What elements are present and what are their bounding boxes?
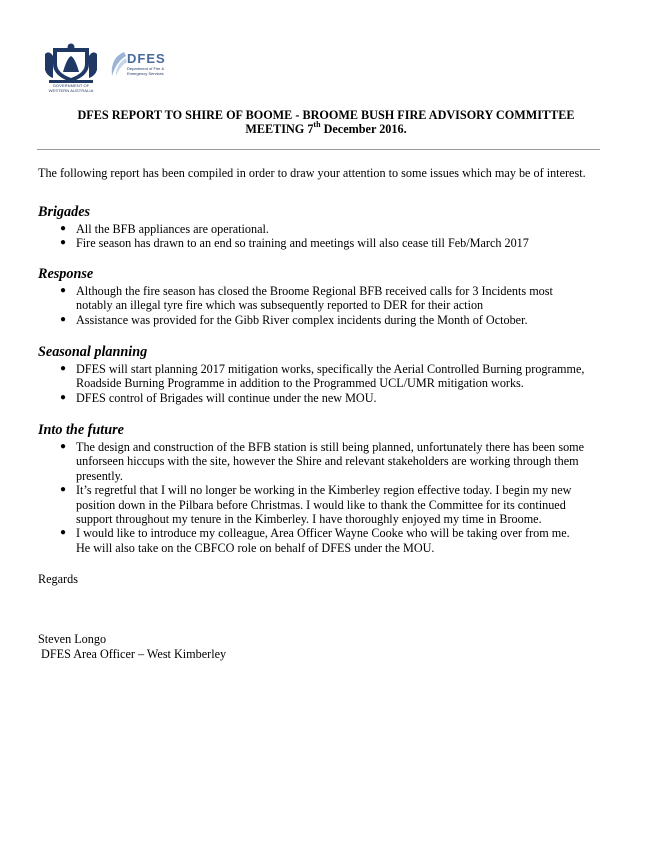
title-ordinal: th	[313, 119, 321, 129]
report-title-date	[20, 119, 632, 136]
bullet-icon: ●	[60, 391, 67, 403]
wa-logo-text: GOVERNMENT OF	[52, 83, 90, 88]
response-list	[0, 284, 652, 327]
bullet-icon: ●	[60, 363, 67, 374]
seasonal-planning-list	[0, 362, 652, 405]
dfes-logo	[108, 50, 168, 90]
wa-logo-text: WESTERN AUSTRALIA	[48, 87, 94, 93]
dfes-logo-text: Emergency Services	[127, 70, 164, 76]
list-item: ● It’s regretful that I will no longer be working in the Kimberley region effective today. I begin my new position down in the Pilbara before Christmas. I would like to thank the Committee for its continued support throughout my tenure in the Kimberley. I have thoroughly enjoyed my time in Broome.	[60, 483, 572, 527]
bullet-icon: ●	[60, 237, 67, 249]
bullet-icon: ●	[60, 484, 67, 496]
intro-paragraph: The following report has been compiled in order to draw your attention to some issues which may be of interest.	[38, 166, 586, 180]
dfes-logo-text: Department of Fire &	[127, 66, 165, 71]
list-item: ● All the BFB appliances are operational.	[60, 222, 269, 236]
bullet-icon: ●	[60, 441, 67, 452]
bullet-icon: ●	[60, 313, 67, 325]
bullet-icon: ●	[60, 285, 67, 296]
title-meeting: MEETING 7	[245, 122, 314, 136]
list-item: ● DFES will start planning 2017 mitigation works, specifically the Aerial Controlled Burning programme, Roadside Burning Programme in addition to the Programmed UCL/UMR mitigation works.	[60, 362, 585, 391]
section-heading-brigades: Brigades	[38, 204, 91, 220]
signatory-position: DFES Area Officer – West Kimberley	[38, 647, 227, 661]
bullet-icon: ●	[60, 527, 67, 539]
list-item: ● Fire season has drawn to an end so training and meetings will also cease till Feb/March 2017	[60, 236, 529, 251]
section-heading-into-the-future: Into the future	[38, 422, 124, 438]
title-date: December 2016.	[320, 122, 407, 136]
bullet-icon: ●	[60, 223, 67, 234]
list-item: ● DFES control of Brigades will continue under the new MOU.	[60, 390, 377, 405]
report-title: DFES REPORT TO SHIRE OF BOOME - BROOME BUSH FIRE ADVISORY COMMITTEE	[77, 108, 575, 122]
dfes-logo-word: DFES	[127, 51, 166, 66]
section-heading-response: Response	[38, 266, 94, 282]
list-item: ● Assistance was provided for the Gibb River complex incidents during the Month of October.	[60, 312, 528, 327]
list-item: ● The design and construction of the BFB station is still being planned, unfortunately there has been some unforseen hiccups with the site, however the Shire and relevant stakeholders are working through them presently.	[60, 440, 585, 483]
list-item: ● I would like to introduce my colleague, Area Officer Wayne Cooke who will be taking over from me. He will also take on the CBFCO role on behalf of DFES under the MOU.	[60, 526, 570, 555]
signatory-name: Steven Longo	[38, 632, 107, 646]
wa-crest-icon	[41, 42, 101, 84]
section-heading-seasonal-planning: Seasonal planning	[38, 344, 148, 360]
wa-government-logo	[41, 42, 101, 96]
closing-regards: Regards	[38, 572, 78, 586]
divider	[37, 149, 600, 150]
brigades-list	[0, 222, 652, 251]
dfes-swoosh-icon	[108, 50, 128, 78]
list-item: ● Although the fire season has closed the Broome Regional BFB received calls for 3 Incidents most notably an illegal tyre fire which was subsequently reported to DER for their action	[60, 284, 553, 313]
into-the-future-list	[0, 440, 652, 555]
